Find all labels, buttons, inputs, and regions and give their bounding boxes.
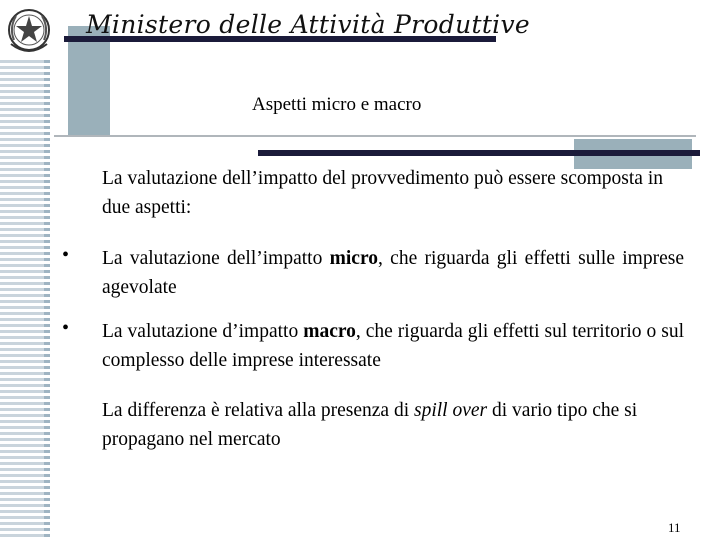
page-number: 11 [668, 520, 681, 535]
decorative-square-top [68, 26, 110, 136]
decorative-bar-bottom [258, 150, 700, 156]
intro-paragraph: La valutazione dell’impatto del provvedimento può essere scomposta in due aspetti: [102, 168, 664, 218]
bullet-dot: • [62, 244, 70, 266]
slide-subtitle: Aspetti micro e macro [252, 94, 422, 115]
bullet-dot: • [62, 317, 70, 339]
decorative-left-strip [0, 60, 50, 540]
bullet-item-macro: La valutazione d’impatto macro, che riguarda gli effetti sul territorio o sul complesso delle imprese interessate [102, 321, 684, 371]
conclusion-paragraph: La differenza è relativa alla presenza di spill over di vario tipo che si propagano nel mercato [102, 400, 638, 450]
divider-line [54, 135, 696, 137]
ministry-title: Ministero delle Attività Produttive [86, 10, 530, 39]
bullet-item-micro: La valutazione dell’impatto micro, che riguarda gli effetti sulle imprese agevolate [102, 248, 684, 298]
italian-republic-emblem-icon [6, 4, 52, 60]
